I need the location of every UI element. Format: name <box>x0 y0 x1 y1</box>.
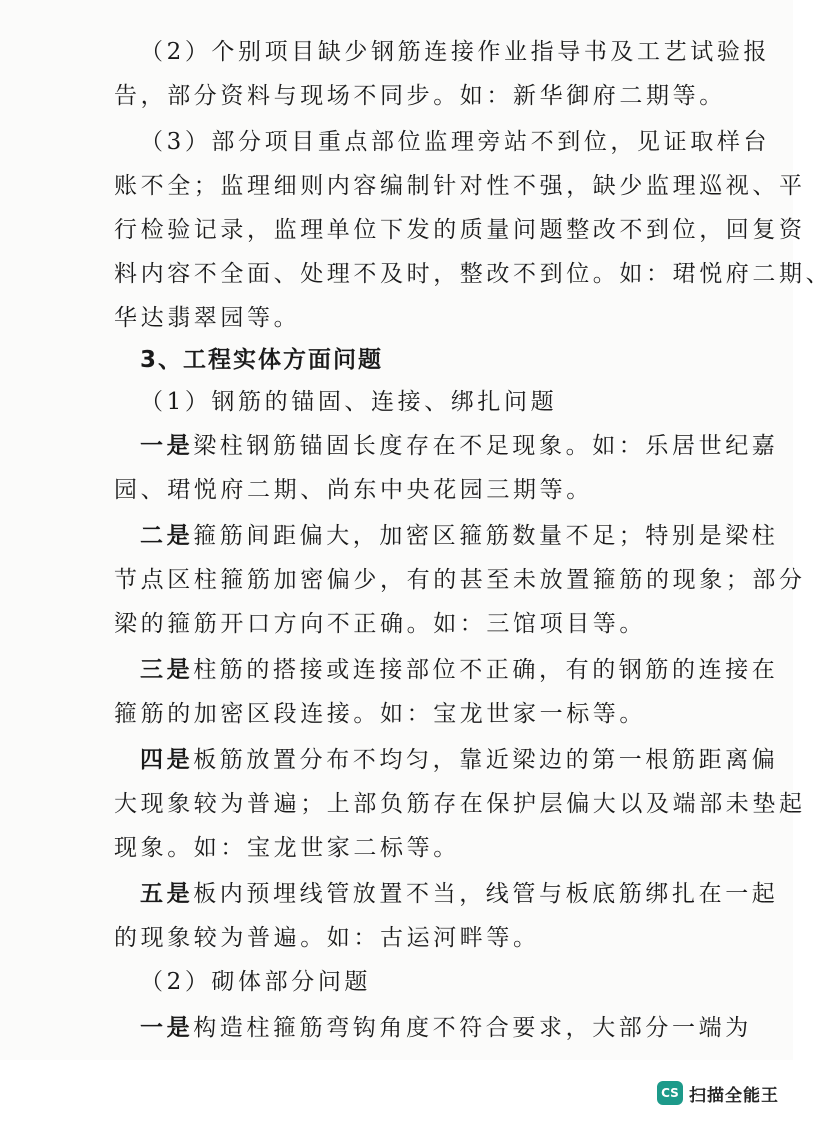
item-lead: 一是 <box>140 433 194 459</box>
item-lead: 二是 <box>140 523 194 549</box>
subsection-heading: （1）钢筋的锚固、连接、绑扎问题 <box>140 389 558 415</box>
item-lead: 五是 <box>140 881 194 907</box>
paragraph-line: 大现象较为普遍；上部负筋存在保护层偏大以及端部未垫起 <box>114 791 806 817</box>
item-lead: 三是 <box>140 657 194 683</box>
paragraph-line: 三是柱筋的搭接或连接部位不正确，有的钢筋的连接在 <box>140 657 779 683</box>
paragraph-line: 告，部分资料与现场不同步。如：新华御府二期等。 <box>114 83 726 109</box>
paragraph-line: 华达翡翠园等。 <box>114 305 301 331</box>
item-lead: 一是 <box>140 1015 194 1041</box>
paragraph-line: 箍筋的加密区段连接。如：宝龙世家一标等。 <box>114 701 646 727</box>
paragraph-line: 节点区柱箍筋加密偏少，有的甚至未放置箍筋的现象；部分 <box>114 567 806 593</box>
paragraph-line: （2）个别项目缺少钢筋连接作业指导书及工艺试验报 <box>140 39 771 65</box>
paragraph-line: 现象。如：宝龙世家二标等。 <box>114 835 460 861</box>
paragraph-line: 五是板内预埋线管放置不当，线管与板底筋绑扎在一起 <box>140 881 779 907</box>
paragraph-line: 一是构造柱箍筋弯钩角度不符合要求，大部分一端为 <box>140 1015 752 1041</box>
section-heading: 3、工程实体方面问题 <box>140 347 384 373</box>
paragraph-line: 行检验记录，监理单位下发的质量问题整改不到位，回复资 <box>114 217 806 243</box>
watermark-label: 扫描全能王 <box>689 1085 779 1106</box>
camscanner-logo-icon: CS <box>657 1081 683 1105</box>
paragraph-line: 一是梁柱钢筋锚固长度存在不足现象。如：乐居世纪嘉 <box>140 433 779 459</box>
paragraph-line: 料内容不全面、处理不及时，整改不到位。如：珺悦府二期、 <box>114 261 832 287</box>
subsection-heading: （2）砌体部分问题 <box>140 969 372 995</box>
paragraph-line: 园、珺悦府二期、尚东中央花园三期等。 <box>114 477 593 503</box>
paragraph-line: 二是箍筋间距偏大，加密区箍筋数量不足；特别是梁柱 <box>140 523 779 549</box>
paragraph-line: 四是板筋放置分布不均匀，靠近梁边的第一根筋距离偏 <box>140 747 779 773</box>
paragraph-line: （3）部分项目重点部位监理旁站不到位，见证取样台 <box>140 129 771 155</box>
paragraph-line: 的现象较为普遍。如：古运河畔等。 <box>114 925 540 951</box>
item-lead: 四是 <box>140 747 194 773</box>
paragraph-line: 账不全；监理细则内容编制针对性不强，缺少监理巡视、平 <box>114 173 806 199</box>
paragraph-line: 梁的箍筋开口方向不正确。如：三馆项目等。 <box>114 611 646 637</box>
camscanner-watermark <box>657 1080 779 1106</box>
